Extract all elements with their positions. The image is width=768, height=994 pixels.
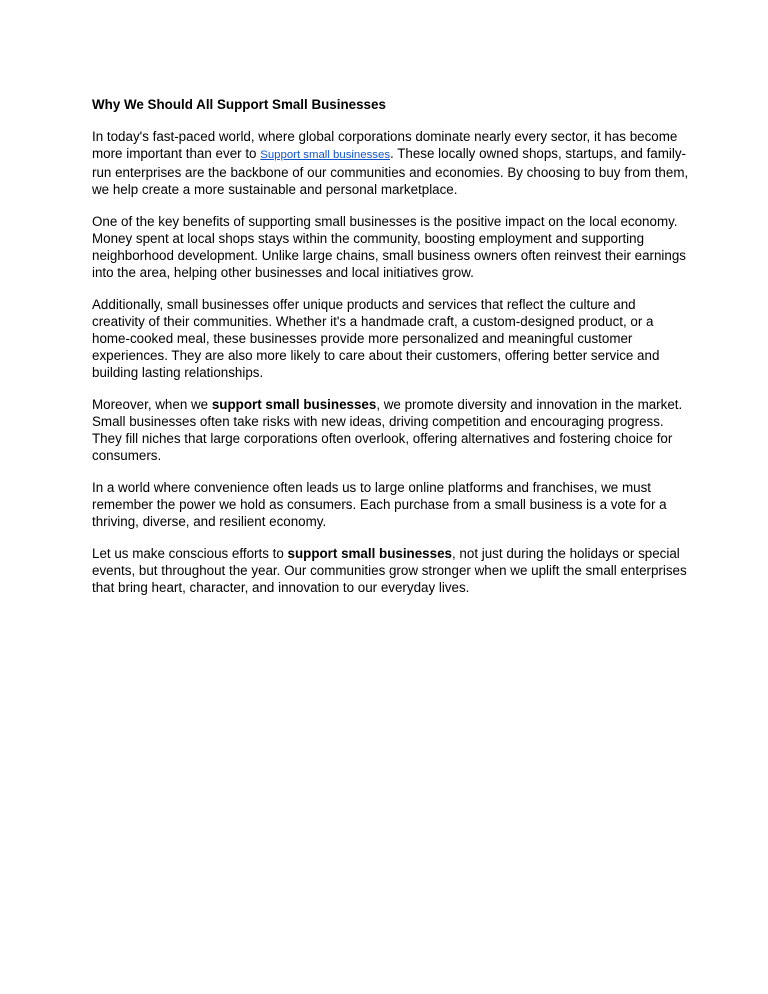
paragraph-conclusion — [92, 545, 692, 596]
paragraph-conclusion-text-end: , not just during the holidays or special events, but throughout the year. Our communities grow stronger when we uplift the small enterprises that bring heart, character, and innovation to our everyday lives. — [92, 546, 687, 595]
paragraph-intro-text-end: . These locally owned shops, startups, and family-run enterprises are the backbone of our communities and economies. By choosing to buy from them, we help create a more sustainable and personal marketplace. — [92, 146, 689, 197]
paragraph-local-economy: One of the key benefits of supporting small businesses is the positive impact on the local economy. Money spent at local shops stays within the community, boosting employment and supporting neighborhood development. Unlike large chains, small business owners often reinvest their earnings into the area, helping other businesses and local initiatives grow. — [92, 214, 686, 280]
paragraph-diversity-text-start: Moreover, when we — [92, 397, 212, 412]
bold-phrase: support small businesses — [287, 546, 452, 561]
paragraph-consumer-power: In a world where convenience often leads us to large online platforms and franchises, we must remember the power we hold as consumers. Each purchase from a small business is a vote for a thriving, diverse, and resilient economy. — [92, 480, 667, 529]
support-small-businesses-link[interactable]: Support small businesses — [260, 149, 391, 161]
paragraph-diversity-text-end: , we promote diversity and innovation in the market. Small businesses often take risks with new ideas, driving competition and encouraging progress. They fill niches that large corporations often overlook, offering alternatives and fostering choice for consumers. — [92, 397, 683, 463]
paragraph-intro-text-start: In today's fast-paced world, where global corporations dominate nearly every sector, it has become more important than ever to — [92, 129, 678, 161]
document-title: Why We Should All Support Small Businesses — [92, 97, 386, 112]
paragraph-diversity-innovation — [92, 396, 692, 464]
paragraph-intro — [92, 128, 692, 198]
paragraph-conclusion-text-start: Let us make conscious efforts to — [92, 546, 288, 561]
bold-phrase: support small businesses — [211, 397, 377, 412]
document-page — [92, 96, 692, 611]
paragraph-unique-products: Additionally, small businesses offer unique products and services that reflect the culture and creativity of their communities. Whether it's a handmade craft, a custom-designed product, or a home-cooked meal, these businesses provide more personalized and meaningful customer experiences. They are also more likely to care about their customers, offering better service and building lasting relationships. — [92, 297, 660, 380]
